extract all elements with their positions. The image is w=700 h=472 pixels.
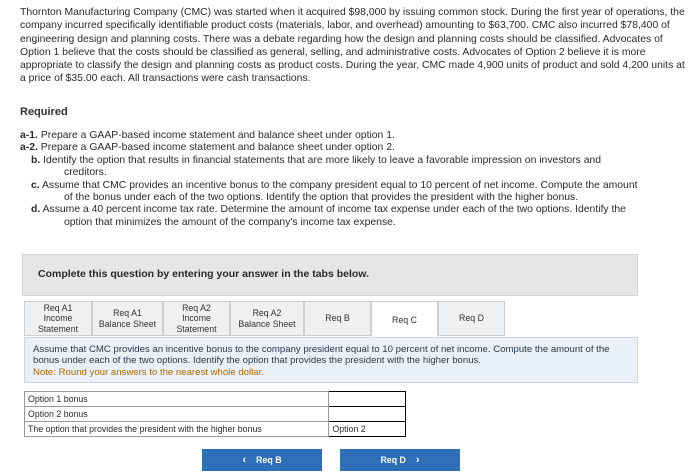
requirement-a2	[20, 142, 696, 154]
requirement-tag: c.	[31, 179, 40, 191]
answer-table	[24, 391, 406, 437]
requirement-b	[20, 155, 696, 167]
prev-req-b-button[interactable]	[202, 449, 322, 471]
tab-label: Req B	[325, 313, 350, 324]
tab-req-b[interactable]	[304, 301, 371, 336]
tab-label: Req A2 Balance Sheet	[238, 308, 296, 329]
higher-bonus-option-select[interactable]: Option 2	[329, 422, 406, 437]
requirement-text: Identify the option that results in financial statements that are more likely to leave a favorable impression on investors and	[43, 154, 602, 166]
panel-header	[22, 254, 638, 296]
tab-req-a1-balance-sheet[interactable]	[92, 301, 163, 336]
requirement-b-cont: creditors.	[64, 167, 107, 179]
option-1-bonus-input[interactable]	[329, 392, 406, 407]
next-button-label: Req D	[380, 455, 406, 465]
requirement-tag: d.	[31, 204, 41, 216]
next-req-d-button[interactable]	[340, 449, 460, 471]
table-row	[25, 392, 406, 407]
chevron-left-icon: ‹	[242, 454, 247, 466]
requirement-tag: b.	[31, 154, 41, 166]
requirement-tag: a-2.	[20, 142, 38, 154]
requirements-list	[20, 130, 696, 229]
chevron-right-icon: ›	[415, 454, 420, 466]
tab-bar	[24, 301, 638, 337]
requirement-c-cont: of the bonus under each of the two options. Identify the option that provides the president with the higher bonus.	[64, 192, 579, 204]
requirement-text: Assume a 40 percent income tax rate. Determine the amount of income tax expense under each of the two options. Identify the	[42, 204, 626, 216]
tab-req-a1-income-statement[interactable]	[24, 301, 92, 336]
table-row	[25, 422, 406, 437]
requirement-a1	[20, 130, 696, 142]
required-heading: Required	[20, 106, 68, 118]
problem-intro: Thornton Manufacturing Company (CMC) was started when it acquired $98,000 by issuing common stock. During the first year of operations, the company incurred specifically identifiable product costs (materials, labor, and overhead) amounting to $63,700. CMC also incurred $78,400 of engineering design and planning costs. There was a debate regarding how the design and planning costs should be classified. Advocates of Option 1 believe that the costs should be classified as general, selling, and administrative costs. Advocates of Option 2 believe it is more appropriate to classify the design and planning costs as product costs. During the year, CMC made 4,900 units of product and sold 4,200 units at a price of $35.00 each. All transactions were cash transactions.	[20, 7, 685, 85]
tab-label: Req D	[459, 313, 484, 324]
requirement-text: Prepare a GAAP-based income statement and balance sheet under option 1.	[40, 130, 395, 141]
option-2-bonus-input[interactable]	[329, 407, 406, 422]
tab-label: Req A2 Income Statement	[176, 303, 217, 334]
rounding-note: Note: Round your answers to the nearest whole dollar.	[33, 366, 264, 378]
prev-button-label: Req B	[256, 455, 282, 465]
tab-req-c[interactable]	[371, 301, 438, 338]
requirement-d	[20, 204, 696, 216]
tab-label: Req A1 Income Statement	[37, 303, 79, 334]
tab-req-d[interactable]	[438, 301, 505, 336]
row-label: Option 2 bonus	[25, 407, 329, 422]
instructions-text: Assume that CMC provides an incentive bonus to the company president equal to 10 percent of net income. Compute the amount of the bonus under each of the two options. Identify the option that provides the president with the higher bonus.	[33, 344, 610, 367]
row-label: Option 1 bonus	[25, 392, 329, 407]
row-label: The option that provides the president with the higher bonus	[25, 422, 329, 437]
tab-req-a2-income-statement[interactable]	[163, 301, 230, 336]
tab-req-a2-balance-sheet[interactable]	[230, 301, 304, 336]
requirement-text: Prepare a GAAP-based income statement and balance sheet under option 2.	[40, 142, 395, 154]
requirement-c	[20, 180, 696, 192]
tab-label: Req A1 Balance Sheet	[98, 308, 157, 329]
requirement-d-cont: option that minimizes the amount of the company's income tax expense.	[64, 216, 396, 228]
table-row	[25, 407, 406, 422]
instructions-box	[24, 337, 638, 383]
tab-label: Req C	[392, 314, 417, 325]
requirement-tag: a-1.	[20, 130, 38, 141]
requirement-text: Assume that CMC provides an incentive bonus to the company president equal to 10 percent of net income. Compute the amount	[42, 179, 638, 191]
panel-heading: Complete this question by entering your answer in the tabs below.	[38, 268, 369, 280]
